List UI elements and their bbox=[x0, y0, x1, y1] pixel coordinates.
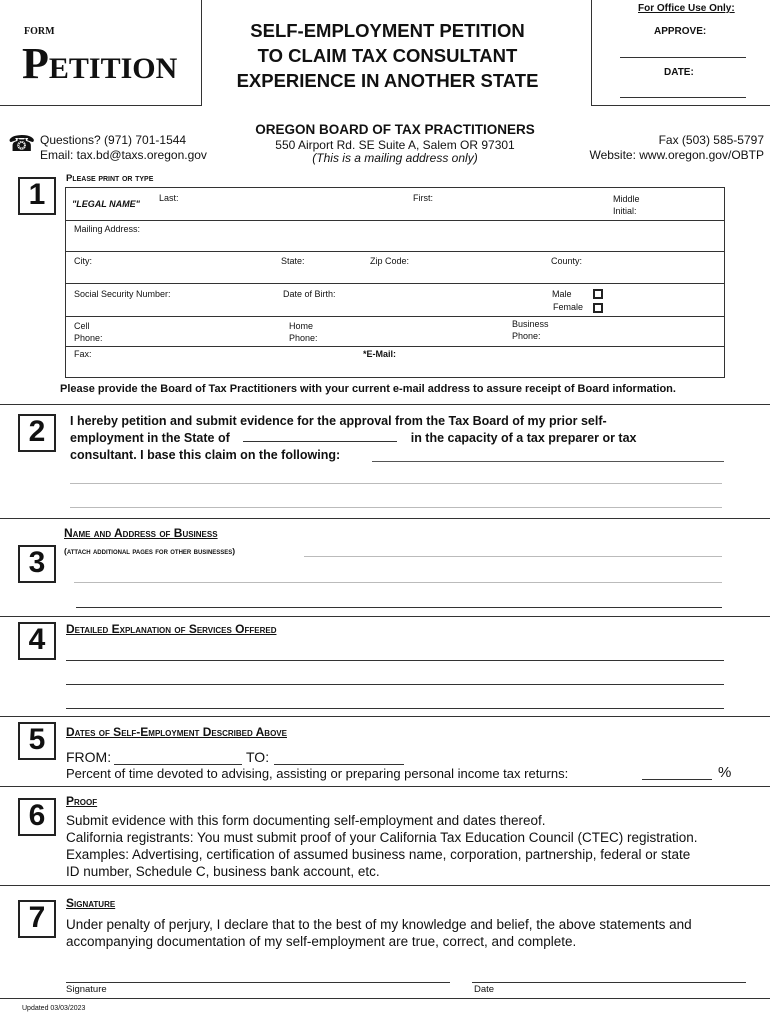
business-line-2[interactable] bbox=[74, 582, 722, 583]
mailing-note: (This is a mailing address only) bbox=[312, 151, 478, 165]
cell-phone-field[interactable] bbox=[74, 320, 103, 344]
home-label: Home bbox=[289, 321, 314, 331]
office-date-line[interactable] bbox=[620, 97, 746, 98]
signature-label: Signature bbox=[66, 984, 107, 995]
section-divider bbox=[0, 716, 770, 717]
services-line-2[interactable] bbox=[66, 684, 724, 685]
section-6-number: 6 bbox=[18, 798, 56, 836]
board-fax: Fax (503) 585-5797 bbox=[658, 133, 764, 147]
petition-statement bbox=[70, 413, 637, 464]
petition-line-1: I hereby petition and submit evidence for the approval from the Tax Board of my prior self- bbox=[70, 414, 607, 428]
section-1-number: 1 bbox=[18, 177, 56, 215]
first-name-field[interactable]: First: bbox=[413, 193, 433, 203]
section-4-number: 4 bbox=[18, 622, 56, 660]
email-field[interactable]: *E-Mail: bbox=[363, 349, 397, 359]
home-phone-field[interactable] bbox=[289, 320, 318, 344]
petition-line-2a: employment in the State of bbox=[70, 431, 230, 445]
petition-initial: P bbox=[22, 39, 49, 88]
services-line-3[interactable] bbox=[66, 708, 724, 709]
initial-label: Initial: bbox=[613, 206, 637, 216]
contact-email: Email: tax.bd@taxs.oregon.gov bbox=[40, 148, 207, 162]
perjury-line-1: Under penalty of perjury, I declare that to the best of my knowledge and belief, the above statements and bbox=[66, 917, 692, 932]
male-checkbox[interactable] bbox=[593, 289, 603, 299]
section-3-heading: Name and Address of Business bbox=[64, 526, 218, 540]
percent-sign: % bbox=[718, 764, 732, 781]
services-line-1[interactable] bbox=[66, 660, 724, 661]
section-3-number: 3 bbox=[18, 545, 56, 583]
middle-initial-field[interactable] bbox=[613, 193, 640, 217]
approve-line[interactable] bbox=[620, 57, 746, 58]
section-6-heading: Proof bbox=[66, 794, 98, 808]
proof-text bbox=[66, 812, 698, 880]
section-divider bbox=[0, 404, 770, 405]
percent-input[interactable] bbox=[642, 779, 712, 780]
proof-line-2: California registrants: You must submit proof of your California Tax Education Council (CTEC) registration. bbox=[66, 830, 698, 845]
female-label: Female bbox=[553, 302, 584, 312]
phone-icon: ☎ bbox=[8, 131, 36, 156]
title-line-3: EXPERIENCE IN ANOTHER STATE bbox=[236, 70, 539, 91]
from-date-input[interactable] bbox=[114, 764, 242, 765]
footer-divider bbox=[0, 998, 770, 999]
section-divider bbox=[0, 885, 770, 886]
proof-line-1: Submit evidence with this form documenting self-employment and dates thereof. bbox=[66, 813, 546, 828]
row-divider bbox=[66, 251, 724, 252]
date-label: DATE: bbox=[664, 67, 694, 78]
home-phone-label: Phone: bbox=[289, 333, 318, 343]
dob-field[interactable]: Date of Birth: bbox=[283, 289, 336, 299]
title-line-1: SELF-EMPLOYMENT PETITION bbox=[250, 20, 525, 41]
section-5-heading: Dates of Self-Employment Described Above bbox=[66, 725, 287, 739]
row-divider bbox=[66, 283, 724, 284]
city-field[interactable]: City: bbox=[74, 256, 92, 266]
business-phone-label: Phone: bbox=[512, 331, 541, 341]
petition-rest: ETITION bbox=[48, 52, 178, 85]
to-date-input[interactable] bbox=[274, 764, 404, 765]
form-title-box bbox=[0, 0, 202, 106]
section-1-heading: Please print or type bbox=[66, 173, 154, 184]
section-2-number: 2 bbox=[18, 414, 56, 452]
board-name: OREGON BOARD OF TAX PRACTITIONERS bbox=[255, 122, 535, 137]
signature-line[interactable] bbox=[66, 982, 450, 983]
claim-basis-line[interactable] bbox=[372, 461, 724, 462]
petition-line-2b: in the capacity of a tax preparer or tax bbox=[410, 431, 637, 445]
perjury-text bbox=[66, 916, 692, 950]
email-note: Please provide the Board of Tax Practitioners with your current e-mail address to assure receipt of Board information. bbox=[60, 383, 676, 395]
section-5-number: 5 bbox=[18, 722, 56, 760]
section-3-subheading: (attach additional pages for other businesses) bbox=[64, 546, 236, 556]
petition-word bbox=[22, 38, 177, 89]
row-divider bbox=[66, 346, 724, 347]
last-name-field[interactable]: Last: bbox=[159, 193, 179, 203]
female-checkbox[interactable] bbox=[593, 303, 603, 313]
petition-line-3: consultant. I base this claim on the following: bbox=[70, 448, 341, 462]
row-divider bbox=[66, 220, 724, 221]
legal-name-label: "LEGAL NAME" bbox=[72, 199, 140, 209]
mailing-address-field[interactable]: Mailing Address: bbox=[74, 224, 141, 234]
to-label: TO: bbox=[246, 749, 270, 765]
state-blank[interactable] bbox=[243, 430, 397, 442]
business-line-1[interactable] bbox=[304, 556, 722, 557]
section-7-heading: Signature bbox=[66, 896, 116, 910]
office-use-box bbox=[591, 0, 770, 106]
proof-line-4: ID number, Schedule C, business bank account, etc. bbox=[66, 864, 380, 879]
business-line-3[interactable] bbox=[76, 607, 722, 608]
county-field[interactable]: County: bbox=[551, 256, 583, 266]
business-phone-field[interactable] bbox=[512, 318, 549, 342]
section-divider bbox=[0, 616, 770, 617]
date-line[interactable] bbox=[472, 982, 746, 983]
percent-text: Percent of time devoted to advising, assisting or preparing personal income tax returns: bbox=[66, 766, 569, 781]
form-label: FORM bbox=[24, 26, 55, 37]
fax-field[interactable]: Fax: bbox=[74, 349, 92, 359]
questions-phone: Questions? (971) 701-1544 bbox=[40, 133, 187, 147]
from-label: FROM: bbox=[66, 749, 112, 765]
cell-phone-label: Phone: bbox=[74, 333, 103, 343]
date-label: Date bbox=[474, 984, 495, 995]
business-label: Business bbox=[512, 319, 549, 329]
middle-label: Middle bbox=[613, 194, 640, 204]
applicant-info-form bbox=[65, 187, 725, 378]
cell-label: Cell bbox=[74, 321, 90, 331]
form-title bbox=[215, 18, 560, 93]
male-label: Male bbox=[552, 289, 572, 299]
claim-basis-line-3[interactable] bbox=[70, 507, 722, 508]
section-4-heading: Detailed Explanation of Services Offered bbox=[66, 622, 277, 636]
board-website: Website: www.oregon.gov/OBTP bbox=[589, 148, 764, 162]
section-divider bbox=[0, 518, 770, 519]
approve-label: APPROVE: bbox=[654, 26, 707, 37]
petition-line-2 bbox=[70, 430, 637, 447]
updated-date: Updated 03/03/2023 bbox=[22, 1005, 86, 1012]
title-line-2: TO CLAIM TAX CONSULTANT bbox=[257, 45, 518, 66]
section-divider bbox=[0, 786, 770, 787]
zip-code-field[interactable]: Zip Code: bbox=[370, 256, 410, 266]
section-7-number: 7 bbox=[18, 900, 56, 938]
row-divider bbox=[66, 316, 724, 317]
office-use-label: For Office Use Only: bbox=[638, 3, 735, 14]
board-address: 550 Airport Rd. SE Suite A, Salem OR 97301 bbox=[275, 138, 515, 152]
claim-basis-line-2[interactable] bbox=[70, 483, 722, 484]
ssn-field[interactable]: Social Security Number: bbox=[74, 289, 171, 299]
proof-line-3: Examples: Advertising, certification of assumed business name, corporation, partnership, federal or state bbox=[66, 847, 691, 862]
perjury-line-2: accompanying documentation of my self-employment are true, correct, and complete. bbox=[66, 934, 577, 949]
state-field[interactable]: State: bbox=[281, 256, 305, 266]
